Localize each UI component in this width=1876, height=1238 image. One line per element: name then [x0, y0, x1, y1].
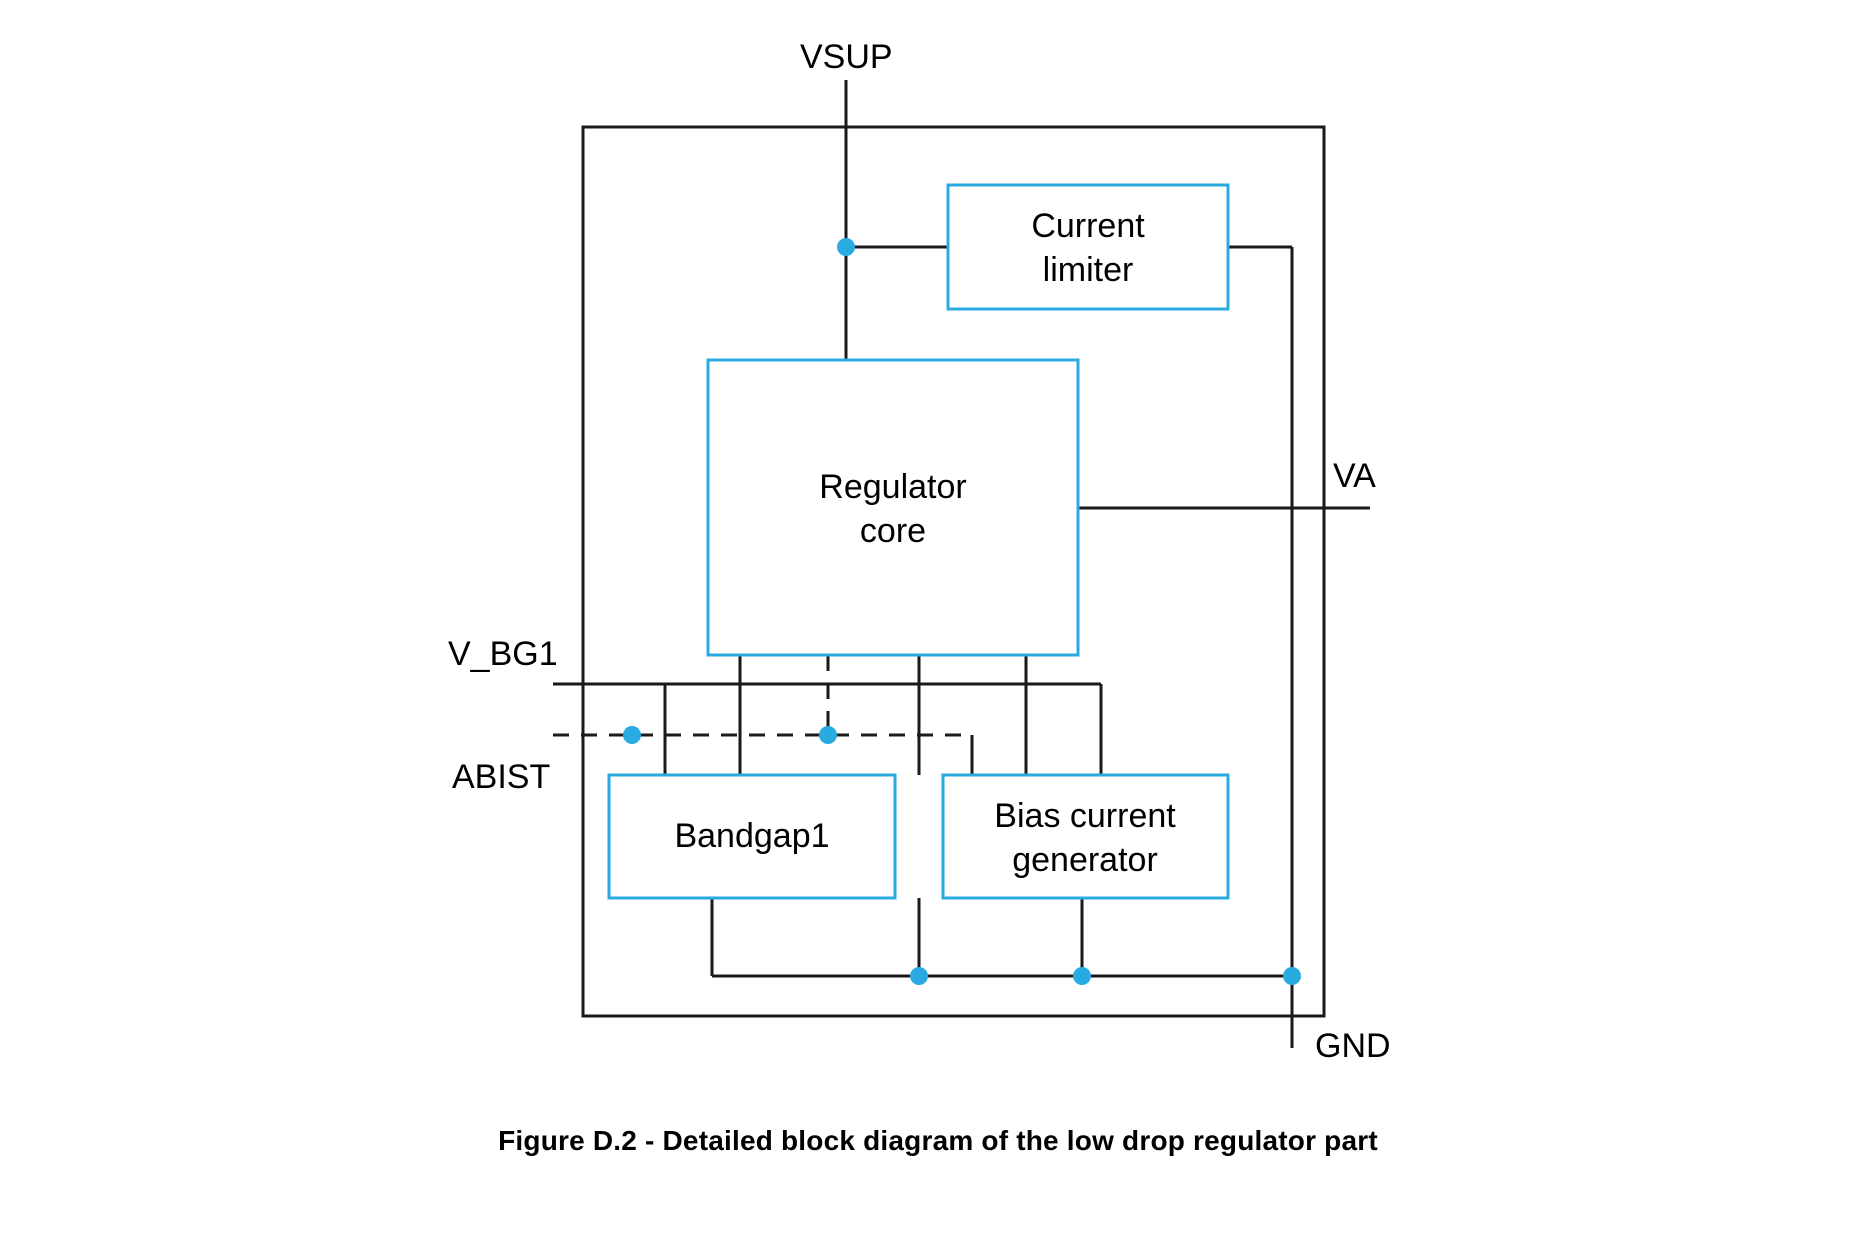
- block-current-limiter-label-line2: limiter: [1042, 250, 1134, 289]
- block-bandgap1-label-line1: Bandgap1: [674, 816, 830, 855]
- block-current-limiter-label-line1: Current: [1031, 206, 1145, 245]
- pin-label-va: VA: [1333, 457, 1376, 495]
- block-current-limiter-box[interactable]: [948, 185, 1228, 309]
- junction-gnd-1: [910, 967, 928, 985]
- block-regulator-core-label-line2: core: [859, 511, 927, 550]
- junction-abist-2: [819, 726, 837, 744]
- block-bias-current-generator-label-line1: Bias current: [994, 796, 1176, 835]
- block-regulator-core-box[interactable]: [708, 360, 1078, 655]
- pin-label-gnd: GND: [1315, 1027, 1391, 1065]
- junction-gnd-2: [1073, 967, 1091, 985]
- block-bias-current-generator-label-line2: generator: [1012, 840, 1158, 879]
- pin-label-vsup: VSUP: [800, 38, 893, 76]
- figure-caption: Figure D.2 - Detailed block diagram of the low drop regulator part: [498, 1125, 1378, 1156]
- pin-label-abist: ABIST: [452, 758, 551, 796]
- block-regulator-core[interactable]: [708, 360, 1078, 655]
- pin-label-vbg1: V_BG1: [448, 635, 558, 673]
- block-regulator-core-label-line1: Regulator: [819, 467, 967, 506]
- block-current-limiter[interactable]: [948, 185, 1228, 309]
- junction-gnd-3: [1283, 967, 1301, 985]
- block-bandgap1[interactable]: [609, 775, 895, 898]
- junction-vsup: [837, 238, 855, 256]
- block-bias-current-generator[interactable]: [943, 775, 1228, 898]
- abist-net: [553, 655, 972, 735]
- block-bias-current-generator-box[interactable]: [943, 775, 1228, 898]
- junction-abist-1: [623, 726, 641, 744]
